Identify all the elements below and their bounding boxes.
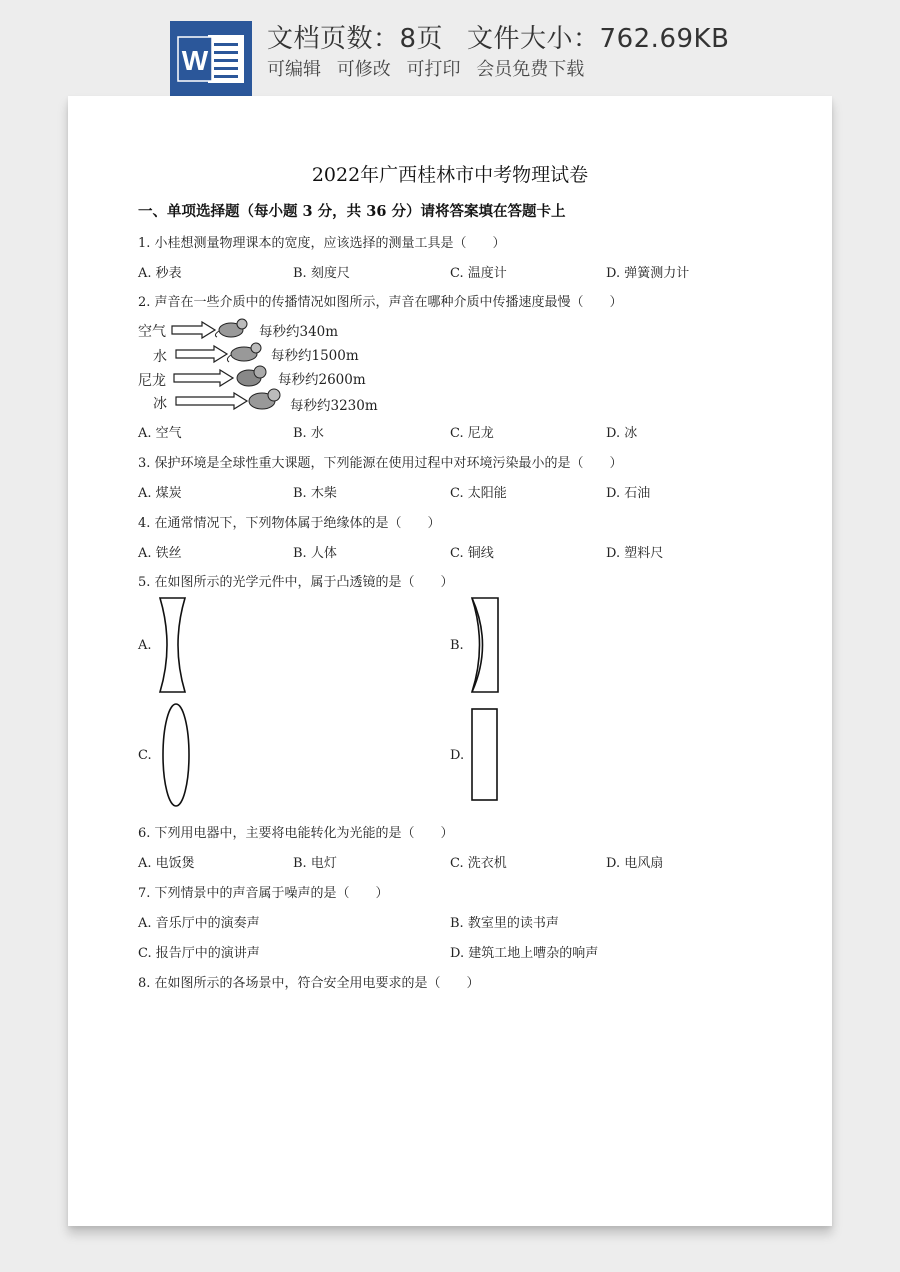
word-document-icon	[170, 21, 252, 96]
q3-option-c: C. 太阳能	[450, 486, 507, 501]
mouse-nylon-icon	[234, 364, 268, 388]
mouse-air-icon	[216, 318, 250, 338]
speed-air: 每秒约340m	[259, 324, 339, 340]
q7-option-b: B. 教室里的读书声	[450, 916, 559, 931]
file-info	[267, 18, 729, 55]
q1-option-c: C. 温度计	[450, 266, 507, 281]
speed-water: 每秒约1500m	[271, 348, 359, 364]
question-4: 4. 在通常情况下，下列物体属于绝缘体的是（ ）	[138, 516, 441, 531]
arrow-nylon-icon	[174, 370, 234, 386]
mouse-water-icon	[228, 341, 264, 363]
q4-option-a: A. 铁丝	[138, 546, 182, 561]
q6-option-d: D. 电风扇	[606, 856, 664, 871]
arrow-ice-icon	[176, 393, 248, 409]
question-5: 5. 在如图所示的光学元件中，属于凸透镜的是（ ）	[138, 575, 454, 590]
lens-a-concave-icon	[159, 597, 187, 693]
question-1: 1. 小桂想测量物理课本的宽度，应该选择的测量工具是（ ）	[138, 236, 506, 251]
word-icon-letter: W	[181, 45, 209, 76]
q4-option-b: B. 人体	[293, 546, 337, 561]
q3-option-b: B. 木柴	[293, 486, 337, 501]
download-banner	[0, 0, 900, 96]
q2-option-c: C. 尼龙	[450, 426, 494, 441]
q7-option-c: C. 报告厅中的演讲声	[138, 946, 260, 961]
q3-option-d: D. 石油	[606, 486, 651, 501]
q7-option-d: D. 建筑工地上嘈杂的响声	[450, 946, 599, 961]
feature-printable: 可打印	[406, 59, 461, 80]
section-heading: 一、单项选择题（每小题 3 分，共 36 分）请将答案填在答题卡上	[138, 203, 566, 220]
page-title: 2022年广西桂林市中考物理试卷	[311, 164, 589, 186]
lens-c-label: C.	[138, 748, 152, 763]
question-6: 6. 下列用电器中，主要将电能转化为光能的是（ ）	[138, 826, 454, 841]
q6-option-c: C. 洗衣机	[450, 856, 507, 871]
q2-option-b: B. 水	[293, 426, 324, 441]
q4-option-d: D. 塑料尺	[606, 546, 664, 561]
q1-option-a: A. 秒表	[138, 266, 182, 281]
lens-b-meniscus-icon	[471, 597, 501, 693]
page-count: 文档页数：8页	[267, 24, 444, 54]
question-8: 8. 在如图所示的各场景中，符合安全用电要求的是（ ）	[138, 976, 480, 991]
speed-ice: 每秒约3230m	[290, 398, 378, 414]
lens-d-glass-block-icon	[471, 708, 499, 802]
speed-nylon: 每秒约2600m	[278, 372, 366, 388]
medium-ice-label: 冰	[153, 396, 167, 412]
question-7: 7. 下列情景中的声音属于噪声的是（ ）	[138, 886, 389, 901]
q6-option-a: A. 电饭煲	[138, 856, 195, 871]
q1-option-d: D. 弹簧测力计	[606, 266, 690, 281]
question-2: 2. 声音在一些介质中的传播情况如图所示，声音在哪种介质中传播速度最慢（ ）	[138, 295, 623, 310]
feature-free-download: 会员免费下载	[476, 59, 585, 80]
lens-c-convex-icon	[161, 702, 191, 808]
arrow-air-icon	[172, 322, 216, 338]
arrow-water-icon	[176, 346, 228, 362]
feature-modifiable: 可修改	[336, 59, 391, 80]
file-size: 文件大小：762.69KB	[467, 24, 730, 54]
q3-option-a: A. 煤炭	[138, 486, 182, 501]
q2-option-a: A. 空气	[138, 426, 182, 441]
question-3: 3. 保护环境是全球性重大课题，下列能源在使用过程中对环境污染最小的是（ ）	[138, 456, 623, 471]
medium-air-label: 空气	[138, 324, 166, 340]
q4-option-c: C. 铜线	[450, 546, 494, 561]
q6-option-b: B. 电灯	[293, 856, 337, 871]
q7-option-a: A. 音乐厅中的演奏声	[138, 916, 260, 931]
lens-a-label: A.	[138, 638, 152, 653]
q2-option-d: D. 冰	[606, 426, 638, 441]
feature-list	[267, 55, 594, 81]
lens-d-label: D.	[450, 748, 465, 763]
feature-editable: 可编辑	[267, 59, 321, 80]
q1-option-b: B. 刻度尺	[293, 266, 350, 281]
medium-nylon-label: 尼龙	[138, 373, 166, 389]
lens-b-label: B.	[450, 638, 464, 653]
document-page	[68, 96, 832, 1226]
medium-water-label: 水	[153, 349, 167, 365]
mouse-ice-icon	[246, 387, 282, 411]
